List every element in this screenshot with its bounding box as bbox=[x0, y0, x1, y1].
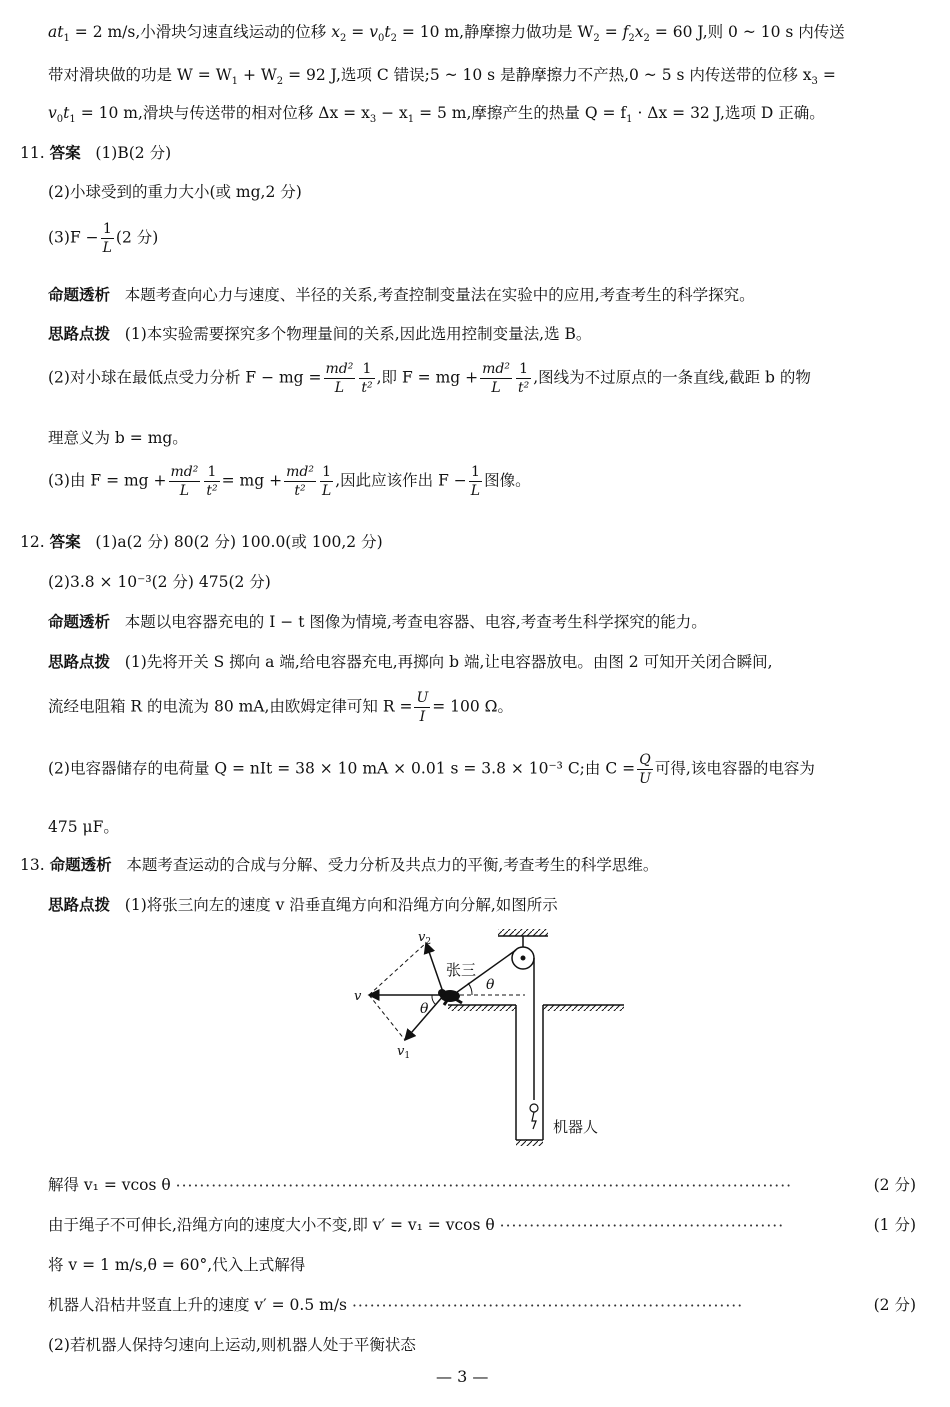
label-v2: $v_2$ bbox=[418, 930, 432, 947]
intent-line: 命题透析 本题以电容器充电的 I − t 图像为情境,考查电容器、电容,考查考生科学探究的能力。 bbox=[48, 613, 707, 631]
hint-line: 思路点拨 (1)将张三向左的速度 v 沿垂直绳方向和沿绳方向分解,如图所示 bbox=[48, 896, 558, 914]
solution-step-5: (2)若机器人保持匀速向上运动,则机器人处于平衡状态 bbox=[48, 1336, 416, 1354]
text-line: (2)电容器储存的电荷量 Q = nIt = 38 × 10 mA × 0.01 s = 3.8 × 10⁻³ C;由 C = $\frac{Q}{U}$ 可得,该电容器的电容为 bbox=[48, 752, 815, 787]
velocity-decomposition-figure bbox=[340, 925, 640, 1155]
score: (2 分) bbox=[873, 1176, 916, 1194]
robot-figure bbox=[530, 1104, 538, 1129]
text-line: (2)对小球在最低点受力分析 F − mg = $\frac{\text{md²}}{L}$ $\frac{1}{\text{t²}}$ ,即 F = mg + $\frac{\text{md²}}{L}$ $\frac{1}{\text{t²}}$ ,图线为不过原点的一条直线,截距 b 的物 bbox=[48, 361, 811, 396]
question-13-intent: 13. 命题透析 本题考查运动的合成与分解、受力分析及共点力的平衡,考查考生的科学思维。 bbox=[20, 856, 659, 874]
hint-line: 思路点拨 (1)先将开关 S 掷向 a 端,给电容器充电,再掷向 b 端,让电容器放电。由图 2 可知开关闭合瞬间, bbox=[48, 653, 773, 671]
score: (1 分) bbox=[873, 1216, 916, 1234]
fraction: $\frac{1}{L}$ bbox=[102, 221, 112, 256]
text-line: (3)F − $\frac{1}{L}$ (2 分) bbox=[48, 221, 159, 256]
text-line: $at_1 = 2$ m/s,小滑块匀速直线运动的位移 $x_2 = v_0t_2 = 10$ m,静摩擦力做功是 $W_2 = f_2x_2 = 60$ J,则 0 ~ 10 s 内传送 bbox=[48, 23, 845, 45]
ground-right bbox=[543, 1005, 624, 1011]
solution-step-3: 将 v = 1 m/s,θ = 60°,代入上式解得 bbox=[48, 1256, 306, 1274]
text-line: (2)3.8 × 10⁻³(2 分) 475(2 分) bbox=[48, 573, 271, 591]
hint-line: 思路点拨 (1)本实验需要探究多个物理量间的关系,因此选用控制变量法,选 B。 bbox=[48, 325, 592, 343]
ground-left bbox=[448, 1005, 516, 1011]
text-line: 理意义为 b = mg。 bbox=[48, 429, 188, 447]
label-theta-rope: θ bbox=[486, 977, 495, 993]
label-person: 张三 bbox=[446, 961, 477, 979]
text-line: 带对滑块做的功是 $W = W_1 + W_2 = 92$ J,选项 C 错误;5 ~ 10 s 是静摩擦力不产热,0 ~ 5 s 内传送带的位移 $x_3$ = bbox=[48, 66, 836, 88]
text-line: 475 μF。 bbox=[48, 818, 119, 836]
label-v1: $v_1$ bbox=[397, 1044, 411, 1061]
intent-line: 命题透析 本题考查向心力与速度、半径的关系,考查控制变量法在实验中的应用,考查考生的科学探究。 bbox=[48, 286, 755, 304]
score: (2 分) bbox=[873, 1296, 916, 1314]
label-theta-v: θ bbox=[420, 1001, 429, 1017]
text-line: (3)由 F = mg + $\frac{\text{md²}}{L}$ $\frac{1}{\text{t²}}$ = mg + $\frac{\text{md²}}{\text{t²}}$ $\frac{1}{L}$ ,因此应该作出 F − $\frac{1}{L}$ 图像。 bbox=[48, 464, 531, 499]
solution-step-2: 由于绳子不可伸长,沿绳方向的速度大小不变,即 v′ = v₁ = vcos θ ················································ bbox=[48, 1216, 785, 1235]
velocity-v2-arrow bbox=[426, 943, 444, 995]
label-robot: 机器人 bbox=[553, 1118, 599, 1136]
question-11-answer: 11. 答案 (1)B(2 分) bbox=[20, 144, 172, 162]
label-v: v bbox=[354, 989, 362, 1004]
solution-step-4: 机器人沿枯井竖直上升的速度 v′ = 0.5 m/s ·································································· bbox=[48, 1296, 744, 1315]
text-line: (2)小球受到的重力大小(或 mg,2 分) bbox=[48, 183, 302, 201]
page-number: — 3 — bbox=[436, 1367, 489, 1386]
text-line: 流经电阻箱 R 的电流为 80 mA,由欧姆定律可知 R = $\frac{U}{I}$ = 100 Ω。 bbox=[48, 690, 514, 725]
solution-step-1: 解得 v₁ = vcos θ ········································································································ bbox=[48, 1176, 793, 1195]
text-line: $v_0t_1 = 10$ m,滑块与传送带的相对位移 $\Delta x = x_3 - x_1 = 5$ m,摩擦产生的热量 $Q = f_1 \cdot \Delta x = 32$ J,选项 D 正确。 bbox=[48, 104, 825, 126]
question-12-answer: 12. 答案 (1)a(2 分) 80(2 分) 100.0(或 100,2 分) bbox=[20, 533, 383, 551]
ceiling-support bbox=[498, 929, 548, 947]
